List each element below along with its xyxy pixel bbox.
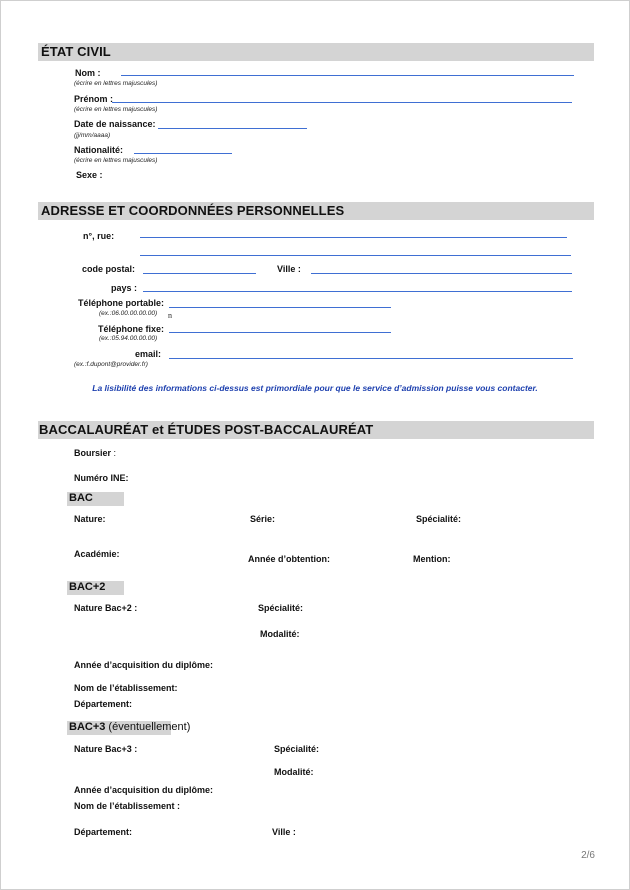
rue-field-2[interactable] [140, 255, 571, 256]
ville-label: Ville : [277, 264, 301, 274]
bac3-annee-label: Année d’acquisition du diplôme: [74, 785, 214, 795]
bac-specialite-label: Spécialité: [416, 514, 462, 524]
bac-academie-label: Académie: [74, 549, 120, 559]
rue-label: n°, rue: [83, 231, 115, 241]
section-title: BACCALAURÉAT et ÉTUDES POST-BACCALAURÉAT [39, 422, 374, 437]
bac3-specialite-label: Spécialité: [274, 744, 320, 754]
pays-field[interactable] [143, 291, 572, 292]
boursier-label: Boursier : [74, 448, 117, 458]
nom-label: Nom : [75, 68, 101, 78]
email-field[interactable] [169, 358, 573, 359]
subsection-title: BAC [69, 492, 93, 504]
bac-mention-label: Mention: [413, 554, 451, 564]
nationalite-label: Nationalité: [74, 145, 124, 155]
bac2-etablissement-label: Nom de l’établissement: [74, 683, 178, 693]
section-etat-civil [38, 43, 594, 61]
prenom-label: Prénom : [74, 94, 114, 104]
subsection-title: BAC+2 [69, 581, 106, 593]
prenom-field[interactable] [112, 102, 572, 103]
pays-label: pays : [111, 283, 138, 293]
bac3-modalite-label: Modalité: [274, 767, 314, 777]
code-postal-field[interactable] [143, 273, 256, 274]
tel-portable-hint: (ex.:06.00.00.00.00) [99, 310, 158, 317]
legibility-note: La lisibilité des informations ci-dessus est primordiale pour que le service d’admission puisse vous contacter. [92, 383, 538, 393]
nom-hint: (écrire en lettres majuscules) [74, 80, 158, 87]
bac-nature-label: Nature: [74, 514, 106, 524]
subsection-bac [67, 492, 124, 506]
tel-portable-label: Téléphone portable: [78, 298, 165, 308]
rue-field[interactable] [140, 237, 567, 238]
bac3-nature-label: Nature Bac+3 : [74, 744, 138, 754]
bac-annee-obtention-label: Année d’obtention: [248, 554, 330, 564]
date-hint: (jj/mm/aaaa) [74, 132, 111, 139]
bac2-departement-label: Département: [74, 699, 133, 709]
prenom-hint: (écrire en lettres majuscules) [74, 106, 158, 113]
tel-fixe-hint: (ex.:05.94.00.00.00) [99, 335, 158, 342]
ville-field[interactable] [311, 273, 572, 274]
date-naissance-label: Date de naissance: [74, 119, 156, 129]
date-naissance-field[interactable] [158, 128, 307, 129]
section-baccalaureat [38, 421, 594, 439]
nom-field[interactable] [121, 75, 574, 76]
sexe-label: Sexe : [76, 170, 103, 180]
section-title: ADRESSE ET COORDONNÉES PERSONNELLES [41, 203, 345, 218]
numero-ine-label: Numéro INE: [74, 473, 129, 483]
bac3-departement-label: Département: [74, 827, 133, 837]
email-label: email: [135, 349, 162, 359]
bac2-specialite-label: Spécialité: [258, 603, 304, 613]
bac-serie-label: Série: [250, 514, 276, 524]
nationalite-hint: (écrire en lettres majuscules) [74, 157, 158, 164]
bac3-ville-label: Ville : [272, 827, 296, 837]
bac2-modalite-label: Modalité: [260, 629, 300, 639]
bac3-etablissement-label: Nom de l’établissement : [74, 801, 181, 811]
code-postal-label: code postal: [82, 264, 136, 274]
page-number: 2/6 [581, 850, 595, 861]
subsection-title: BAC+3 (éventuellement) [69, 721, 191, 733]
tel-portable-field[interactable] [169, 307, 391, 308]
tel-fixe-label: Téléphone fixe: [98, 324, 165, 334]
email-hint: (ex.:f.dupont@provider.fr) [74, 361, 148, 368]
tel-fixe-field[interactable] [169, 332, 391, 333]
bac2-nature-label: Nature Bac+2 : [74, 603, 138, 613]
nationalite-field[interactable] [134, 153, 232, 154]
subsection-bac3 [67, 721, 191, 735]
stray-char: n [168, 311, 172, 320]
subsection-bac2 [67, 581, 124, 595]
section-adresse [38, 202, 594, 220]
bac2-annee-label: Année d’acquisition du diplôme: [74, 660, 214, 670]
section-title: ÉTAT CIVIL [41, 44, 111, 59]
